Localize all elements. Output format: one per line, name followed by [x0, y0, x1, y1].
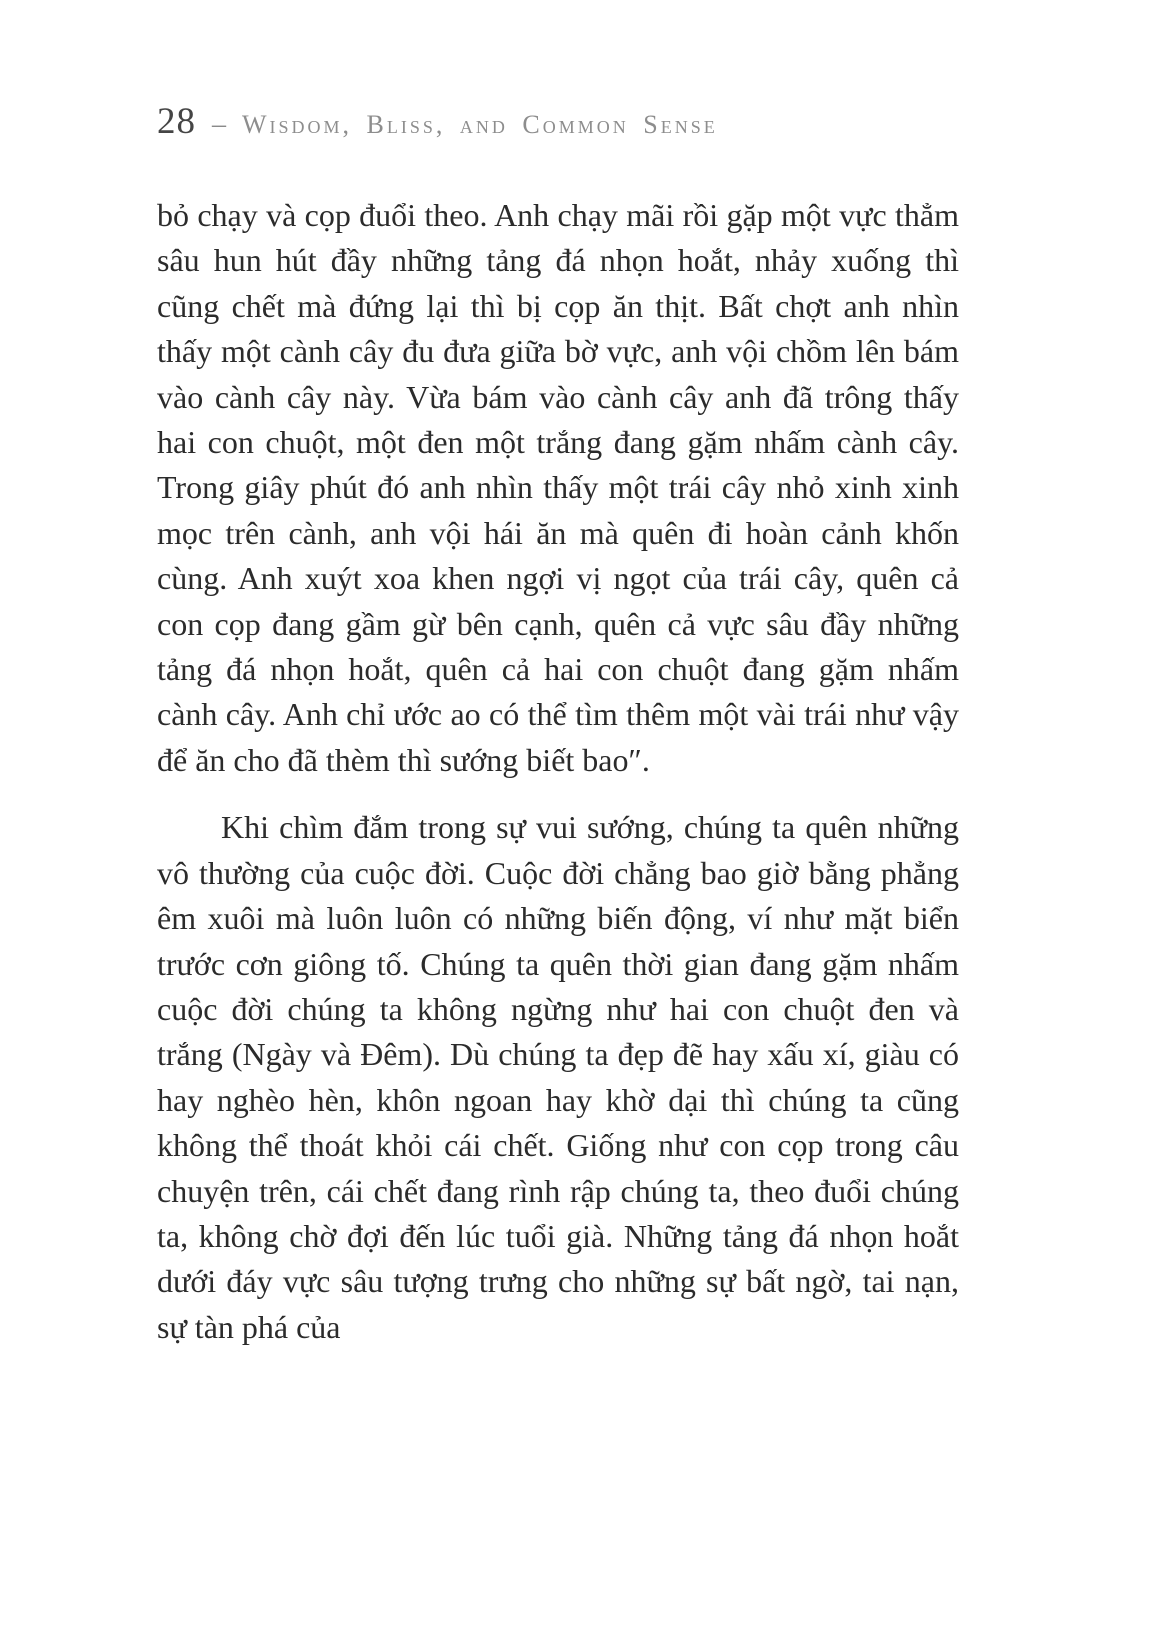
paragraph: Khi chìm đắm trong sự vui sướng, chúng ta quên những vô thường của cuộc đời. Cuộc đời chẳng bao giờ bằng phẳng êm xuôi mà luôn luôn có những biến động, ví như mặt biển trước cơn giông tố. Chúng ta quên thời gian đang gặm nhấm cuộc đời chúng ta không ngừng như hai con chuột đen và trắng (Ngày và Đêm). Dù chúng ta đẹp đẽ hay xấu xí, giàu có hay nghèo hèn, khôn ngoan hay khờ dại thì chúng ta cũng không thể thoát khỏi cái chết. Giống như con cọp trong câu chuyện trên, cái chết đang rình rập chúng ta, theo đuổi chúng ta, không chờ đợi đến lúc tuổi già. Những tảng đá nhọn hoắt dưới đáy vực sâu tượng trưng cho những sự bất ngờ, tai nạn, sự tàn phá của — [157, 809, 959, 1345]
paragraph: bỏ chạy và cọp đuổi theo. Anh chạy mãi rồi gặp một vực thẳm sâu hun hút đầy những tảng đá nhọn hoắt, nhảy xuống thì cũng chết mà đứng lại thì bị cọp ăn thịt. Bất chợt anh nhìn thấy một cành cây đu đưa giữa bờ vực, anh vội chồm lên bám vào cành cây này. Vừa bám vào cành cây anh đã trông thấy hai con chuột, một đen một trắng đang gặm nhấm cành cây. Trong giây phút đó anh nhìn thấy một trái cây nhỏ xinh xinh mọc trên cành, anh vội hái ăn mà quên đi hoàn cảnh khốn cùng. Anh xuýt xoa khen ngợi vị ngọt của trái cây, quên cả con cọp đang gầm gừ bên cạnh, quên cả vực sâu đầy những tảng đá nhọn hoắt, quên cả hai con chuột đang gặm nhấm cành cây. Anh chỉ ước ao có thể tìm thêm một vài trái như vậy để ăn cho đã thèm thì sướng biết bao″. — [157, 197, 959, 778]
page-header — [157, 100, 718, 143]
header-separator: – — [212, 109, 226, 140]
page-number: 28 — [157, 101, 196, 142]
running-title: Wisdom, Bliss, and Common Sense — [242, 110, 718, 139]
page-body — [157, 193, 959, 1350]
